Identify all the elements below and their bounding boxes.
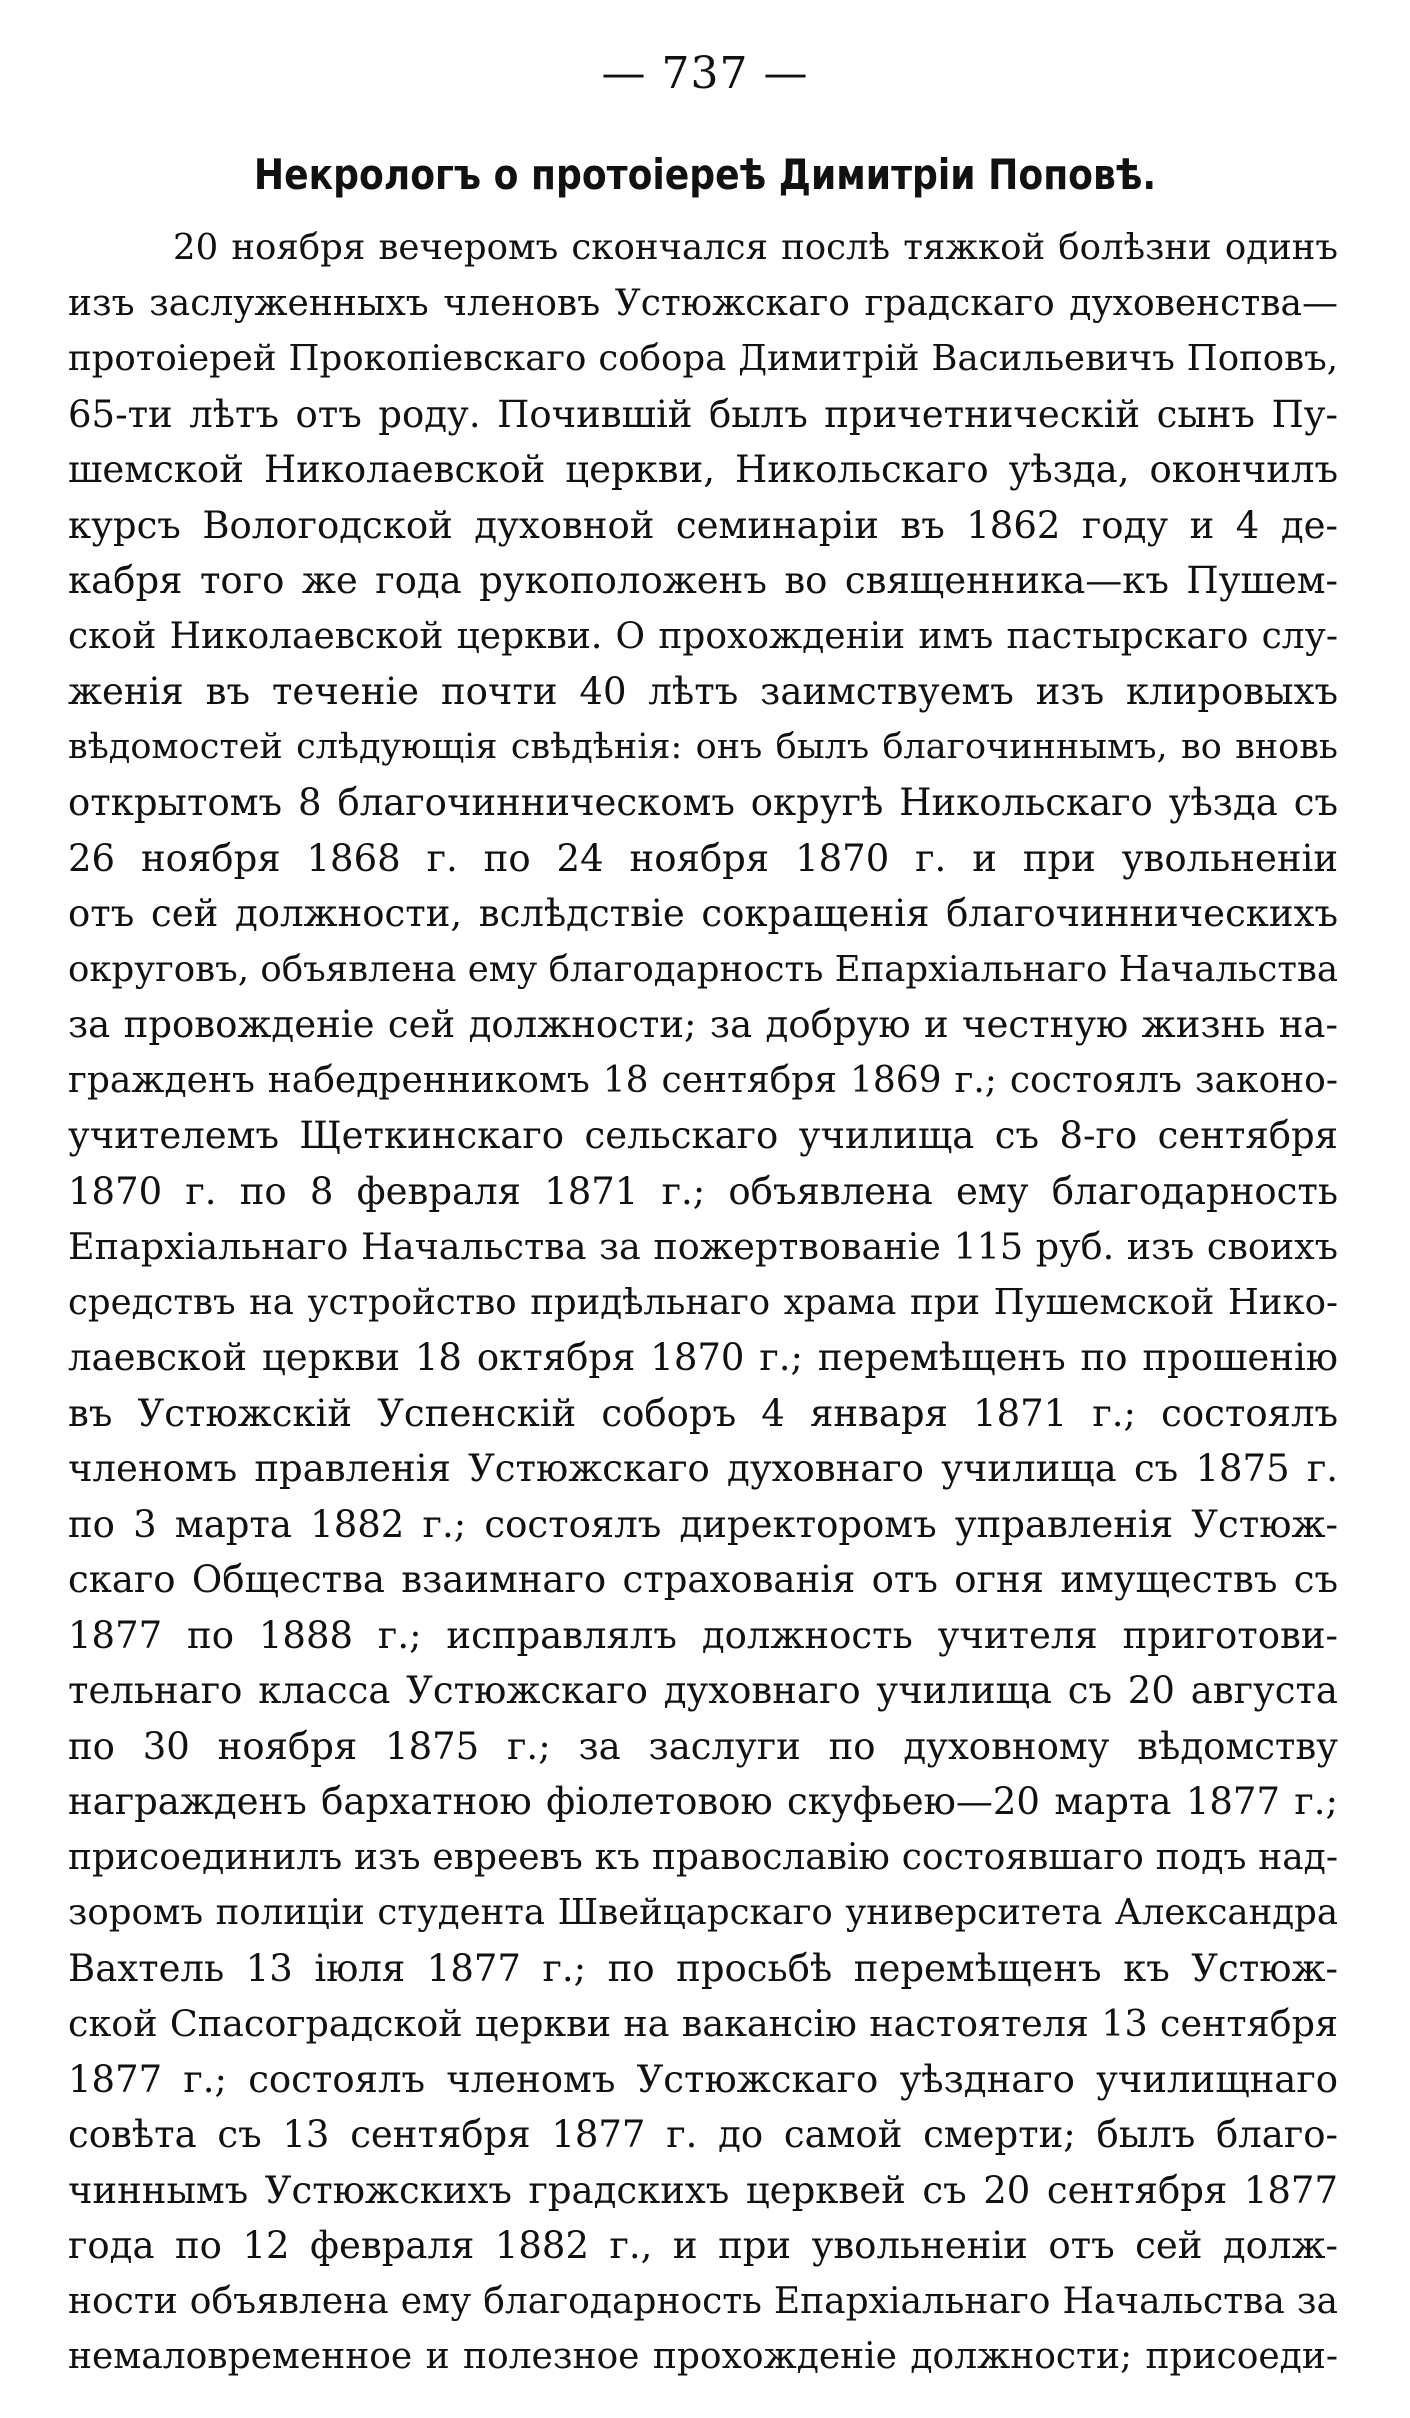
text-line: гражденъ набедренникомъ 18 сентября 1869 г.; состоялъ законо- bbox=[68, 1059, 1338, 1101]
text-line: зоромъ полиціи студента Швейцарскаго университета Александра bbox=[68, 1892, 1338, 1933]
text-line: 1877 г.; состоялъ членомъ Устюжскаго уѣзднаго училищнаго bbox=[68, 2057, 1338, 2101]
text-line: протоіерей Прокопіевскаго собора Димитрій Васильевичъ Поповъ, bbox=[68, 338, 1338, 379]
text-line: округовъ, объявлена ему благодарность Епархіальнаго Начальства bbox=[68, 948, 1338, 990]
text-line: лаевской церкви 18 октября 1870 г.; перемѣщенъ по прошенію bbox=[68, 1336, 1338, 1379]
text-line: по 30 ноября 1875 г.; за заслуги по духовному вѣдомству bbox=[68, 1724, 1338, 1768]
text-line: 1870 г. по 8 февраля 1871 г.; объявлена ему благодарность bbox=[68, 1169, 1338, 1213]
text-line: отъ сей должности, вслѣдствіе сокращенія благочинническихъ bbox=[68, 892, 1338, 935]
text-line: ской Спасоградской церкви на вакансію настоятеля 13 сентября bbox=[68, 2002, 1338, 2045]
text-line: учителемъ Щеткинскаго сельскаго училища съ 8-го сентября bbox=[68, 1114, 1338, 1157]
text-line: открытомъ 8 благочинническомъ округѣ Никольскаго уѣзда съ bbox=[68, 781, 1338, 824]
page-number: — 737 — bbox=[601, 48, 809, 99]
text-line: чиннымъ Устюжскихъ градскихъ церквей съ 20 сентября 1877 bbox=[68, 2168, 1338, 2212]
text-line: средствъ на устройство придѣльнаго храма при Пушемской Нико- bbox=[68, 1281, 1338, 1323]
text-line: совѣта съ 13 сентября 1877 г. до самой смерти; былъ благо- bbox=[68, 2113, 1338, 2156]
text-line: 1877 по 1888 г.; исправлялъ должность учителя приготови- bbox=[68, 1613, 1338, 1657]
text-line: за провожденіе сей должности; за добрую и честную жизнь на- bbox=[68, 1003, 1338, 1046]
text-line: 26 ноября 1868 г. по 24 ноября 1870 г. и при увольненіи bbox=[68, 836, 1338, 880]
text-line: кабря того же года рукоположенъ во священника—къ Пушем- bbox=[68, 559, 1338, 602]
text-line: въ Устюжскій Успенскій соборъ 4 января 1871 г.; состоялъ bbox=[68, 1391, 1338, 1435]
text-line: женія въ теченіе почти 40 лѣтъ заимствуемъ изъ клировыхъ bbox=[68, 670, 1338, 713]
text-line: ности объявлена ему благодарность Епархіальнаго Начальства за bbox=[68, 2280, 1338, 2322]
text-line: присоединилъ изъ евреевъ къ православію состоявшаго подъ над- bbox=[68, 1836, 1338, 1878]
text-line: ской Николаевской церкви. О прохожденіи имъ пастырскаго слу- bbox=[68, 615, 1338, 657]
text-line: шемской Николаевской церкви, Никольскаго уѣзда, окончилъ bbox=[68, 448, 1338, 491]
text-line: года по 12 февраля 1882 г., и при увольненіи отъ сей долж- bbox=[68, 2224, 1338, 2267]
text-line: Вахтель 13 іюля 1877 г.; по просьбѣ перемѣщенъ къ Устюж- bbox=[68, 1946, 1338, 1990]
text-line: вѣдомостей слѣдующія свѣдѣнія: онъ былъ благочиннымъ, во вновь bbox=[68, 726, 1338, 767]
text-line: курсъ Вологодской духовной семинаріи въ 1862 году и 4 де- bbox=[68, 503, 1338, 547]
text-line: тельнаго класса Устюжскаго духовнаго училища съ 20 августа bbox=[68, 1669, 1338, 1712]
article-body bbox=[68, 220, 1338, 2385]
text-line: скаго Общества взаимнаго страхованія отъ огня имуществъ съ bbox=[68, 1558, 1338, 1601]
article-title: Некрологъ о протоіереѣ Димитріи Поповѣ. bbox=[253, 150, 1157, 199]
text-line: награжденъ бархатною фіолетовою скуфьею—20 марта 1877 г.; bbox=[68, 1780, 1338, 1823]
text-line: 20 ноября вечеромъ скончался послѣ тяжкой болѣзни одинъ bbox=[173, 227, 1338, 268]
text-line: 65-ти лѣтъ отъ роду. Почившій былъ причетническій сынъ Пу- bbox=[68, 392, 1338, 436]
text-line: Епархіальнаго Начальства за пожертвованіе 115 руб. изъ своихъ bbox=[68, 1225, 1338, 1268]
text-line: немаловременное и полезное прохожденіе должности; присоеди- bbox=[68, 2336, 1338, 2377]
text-line: членомъ правленія Устюжскаго духовнаго училища съ 1875 г. bbox=[68, 1447, 1338, 1490]
text-line: изъ заслуженныхъ членовъ Устюжскаго градскаго духовенства— bbox=[68, 282, 1338, 324]
text-line: по 3 марта 1882 г.; состоялъ директоромъ управленія Устюж- bbox=[68, 1502, 1338, 1546]
